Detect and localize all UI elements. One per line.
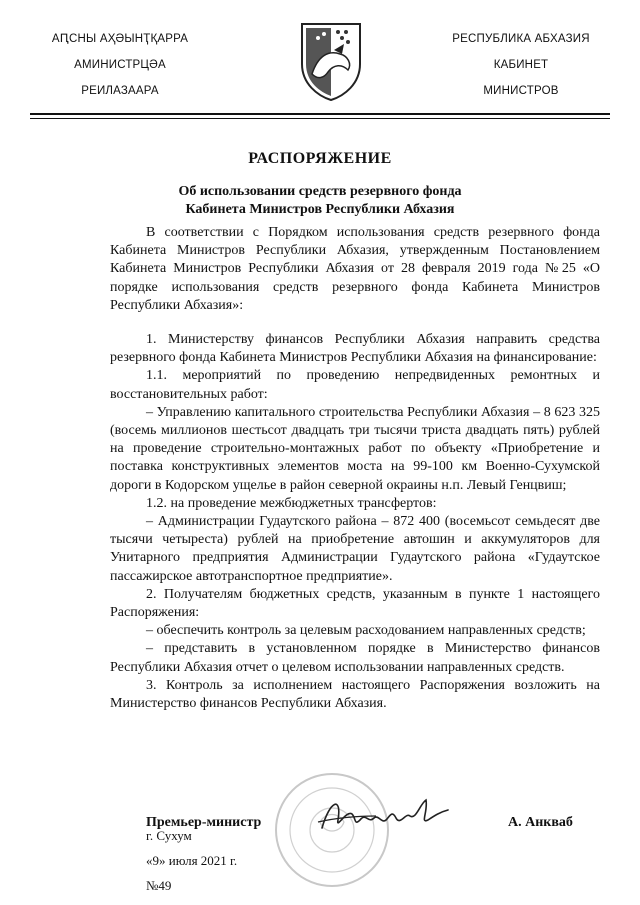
paragraph-3: 3. Контроль за исполнением настоящего Распоряжения возложить на Министерство финансов Республики Абхазия. bbox=[110, 677, 600, 712]
footer-number: №49 bbox=[146, 878, 172, 893]
paragraph-1-1: 1.1. мероприятий по проведению непредвиденных ремонтных и восстановительных работ: bbox=[110, 368, 600, 402]
header-right-line-2: КАБИНЕТ bbox=[493, 59, 549, 71]
footer-city: г. Сухум bbox=[146, 828, 192, 843]
signatory-name: А. Анкваб bbox=[508, 815, 573, 830]
document-subtitle bbox=[0, 183, 640, 219]
header-left-line-2: АМИНИСТРЦӘА bbox=[74, 59, 166, 71]
paragraph-1: 1. Министерству финансов Республики Абхазия направить средства резервного фонда Кабинета Министров Республики Абхазия на финансирование: bbox=[110, 332, 600, 366]
document-title: РАСПОРЯЖЕНИЕ bbox=[248, 150, 392, 167]
header-left bbox=[40, 32, 200, 110]
paragraph-1-2: 1.2. на проведение межбюджетных трансфертов: bbox=[146, 495, 437, 511]
paragraph-2-item-2: – представить в установленном порядке в Министерство финансов Республики Абхазия отчет о целевом использовании направленных средств. bbox=[110, 641, 600, 675]
footer-date: «9» июля 2021 г. bbox=[146, 853, 238, 868]
header-right-line-1: РЕСПУБЛИКА АБХАЗИЯ bbox=[452, 33, 590, 45]
header-left-line-3: РЕИЛАЗААРА bbox=[81, 85, 159, 97]
signatory-position: Премьер-министр bbox=[146, 815, 262, 830]
document-body bbox=[110, 224, 600, 713]
header-divider-thin bbox=[30, 118, 610, 119]
subtitle-line-2: Кабинета Министров Республики Абхазия bbox=[185, 202, 455, 217]
handwritten-signature bbox=[316, 790, 456, 840]
paragraph-2: 2. Получателям бюджетных средств, указанным в пункте 1 настоящего Распоряжения: bbox=[110, 586, 600, 621]
header-right-line-3: МИНИСТРОВ bbox=[483, 85, 559, 97]
subtitle-line-1: Об использовании средств резервного фонда bbox=[178, 184, 462, 199]
paragraph-1-2-item: – Администрации Гудаутского района – 872 400 (восемьсот семьдесят две тысячи четыреста) рублей на приобретение автошин и аккумуляторов для Унитарного предприятия Администрации Гудаутского района «Гудаутское пассажирское автотранспортное предприятие». bbox=[110, 514, 600, 584]
header-left-line-1: АԤСНЫ АҲӘЫНҬҚАРРА bbox=[51, 33, 189, 45]
header-divider-thick bbox=[30, 113, 610, 115]
paragraph-1-1-item: – Управлению капитального строительства Республики Абхазия – 8 623 325 (восемь миллионов шестьсот двадцать три тысячи триста двадцать пять) рублей на проведение строительно-монтажных работ по объекту «Приобретение и поставка конструктивных элементов моста на 99-100 км Военно-Сухумской дороги в Кодорском ущелье в район северной окраины н.п. Левый Генцвиш; bbox=[110, 404, 600, 493]
emblem-icon bbox=[298, 20, 364, 102]
paragraph-2-item-1: – обеспечить контроль за целевым расходованием направленных средств; bbox=[146, 623, 586, 639]
preamble-paragraph: В соответствии с Порядком использования средств резервного фонда Кабинета Министров Республики Абхазия, утвержденным Постановлением Кабинета Министров Республики Абхазия от 28 февраля 2019 года №25 «О порядке использования средств резервного фонда Кабинета Министров Республики Абхазия»: bbox=[110, 225, 600, 313]
header-right bbox=[436, 32, 606, 110]
